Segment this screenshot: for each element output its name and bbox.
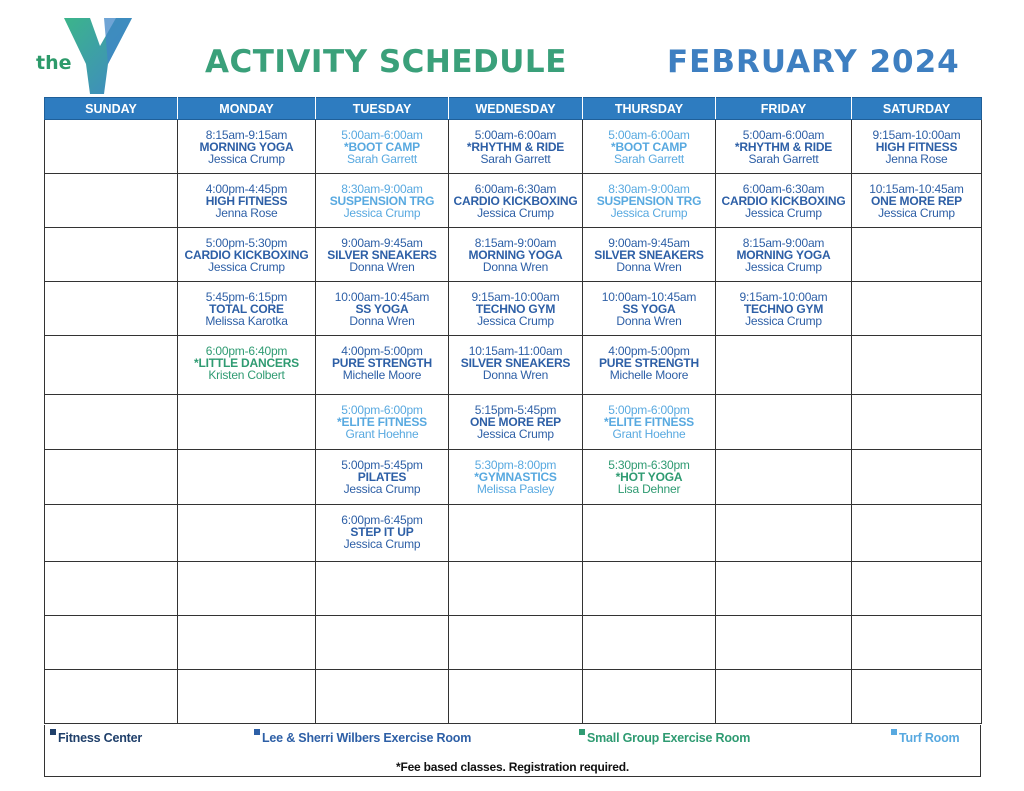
class-name: MORNING YOGA <box>199 140 294 154</box>
page-title: ACTIVITY SCHEDULE <box>205 44 567 80</box>
class-name: HIGH FITNESS <box>205 194 288 208</box>
empty-cell <box>449 562 583 616</box>
class-name: SUSPENSION TRG <box>596 194 702 208</box>
class-entry <box>716 120 851 165</box>
schedule-row <box>45 562 982 616</box>
class-name: *RHYTHM & RIDE <box>466 140 565 154</box>
class-cell <box>716 282 852 336</box>
class-name: *RHYTHM & RIDE <box>734 140 833 154</box>
class-instructor: Jessica Crump <box>477 206 554 220</box>
empty-cell <box>45 670 178 724</box>
class-instructor: Donna Wren <box>482 368 549 382</box>
class-entry <box>178 174 315 219</box>
class-name: *BOOT CAMP <box>610 140 687 154</box>
class-cell <box>316 228 449 282</box>
class-name: SILVER SNEAKERS <box>327 248 437 262</box>
class-time: 8:30am-9:00am <box>608 182 690 196</box>
class-instructor: Grant Hoehne <box>612 427 686 441</box>
class-entry <box>583 395 715 440</box>
class-name: TECHNO GYM <box>475 302 556 316</box>
class-entry <box>716 228 851 273</box>
class-time: 5:15pm-5:45pm <box>474 403 557 417</box>
class-name: ONE MORE REP <box>470 415 561 429</box>
empty-cell <box>583 505 716 562</box>
schedule-row <box>45 670 982 724</box>
class-cell <box>178 120 316 174</box>
empty-cell <box>852 670 982 724</box>
schedule-row <box>45 505 982 562</box>
empty-cell <box>45 282 178 336</box>
empty-cell <box>45 450 178 505</box>
class-name: HIGH FITNESS <box>875 140 958 154</box>
empty-cell <box>449 505 583 562</box>
class-name: CARDIO KICKBOXING <box>721 194 846 208</box>
class-instructor: Sarah Garrett <box>346 152 418 166</box>
class-cell <box>852 174 982 228</box>
empty-cell <box>178 670 316 724</box>
class-cell <box>583 120 716 174</box>
legend-square-icon <box>254 729 260 735</box>
schedule-row <box>45 174 982 228</box>
schedule-table <box>44 97 982 724</box>
logo-ymca-text: YMCA <box>105 68 118 87</box>
class-name: SILVER SNEAKERS <box>460 356 571 370</box>
legend-label: Small Group Exercise Room <box>587 731 751 745</box>
class-cell <box>583 228 716 282</box>
class-time: 9:15am-10:00am <box>872 128 961 142</box>
class-time: 5:00am-6:00am <box>742 128 825 142</box>
legend-turf-room <box>891 729 959 745</box>
class-time: 4:00pm-4:45pm <box>205 182 288 196</box>
empty-cell <box>716 450 852 505</box>
class-cell <box>316 336 449 395</box>
day-header: FRIDAY <box>716 98 852 120</box>
class-entry <box>178 282 315 327</box>
class-entry <box>316 282 448 327</box>
class-time: 8:15am-9:15am <box>205 128 288 142</box>
class-cell <box>449 282 583 336</box>
class-cell <box>178 336 316 395</box>
class-instructor: Michelle Moore <box>342 368 422 382</box>
class-entry <box>449 120 582 165</box>
empty-cell <box>852 282 982 336</box>
empty-cell <box>45 395 178 450</box>
class-instructor: Donna Wren <box>482 260 549 274</box>
empty-cell <box>45 616 178 670</box>
class-time: 8:15am-9:00am <box>474 236 557 250</box>
empty-cell <box>178 616 316 670</box>
class-time: 5:30pm-6:30pm <box>608 458 690 472</box>
class-time: 9:15am-10:00am <box>471 290 560 304</box>
class-cell <box>316 120 449 174</box>
empty-cell <box>716 505 852 562</box>
empty-cell <box>45 505 178 562</box>
empty-cell <box>178 450 316 505</box>
class-cell <box>716 228 852 282</box>
class-instructor: Michelle Moore <box>609 368 689 382</box>
class-entry <box>316 174 448 219</box>
class-instructor: Lisa Dehner <box>617 482 681 496</box>
legend-fitness-center <box>50 729 142 745</box>
class-name: MORNING YOGA <box>468 248 563 262</box>
schedule-row <box>45 450 982 505</box>
class-instructor: Melissa Karotka <box>205 314 288 328</box>
class-cell <box>178 228 316 282</box>
empty-cell <box>449 670 583 724</box>
class-time: 8:30am-9:00am <box>341 182 423 196</box>
class-entry <box>583 120 715 165</box>
class-time: 5:45pm-6:15pm <box>205 290 288 304</box>
class-entry <box>316 395 448 440</box>
class-time: 9:00am-9:45am <box>341 236 423 250</box>
class-cell <box>178 174 316 228</box>
class-name: SS YOGA <box>355 302 409 316</box>
empty-cell <box>45 228 178 282</box>
class-time: 9:15am-10:00am <box>739 290 828 304</box>
class-entry <box>583 282 715 327</box>
class-time: 10:00am-10:45am <box>601 290 697 304</box>
class-cell <box>583 336 716 395</box>
empty-cell <box>716 336 852 395</box>
ymca-y-icon <box>60 16 140 96</box>
class-name: PILATES <box>357 470 407 484</box>
empty-cell <box>45 336 178 395</box>
class-entry <box>449 395 582 440</box>
class-instructor: Jessica Crump <box>343 537 421 551</box>
class-name: PURE STRENGTH <box>331 356 433 370</box>
empty-cell <box>178 505 316 562</box>
class-instructor: Grant Hoehne <box>345 427 419 441</box>
day-header: MONDAY <box>178 98 316 120</box>
class-time: 5:00am-6:00am <box>474 128 557 142</box>
legend-small-group <box>579 729 750 745</box>
class-cell <box>583 174 716 228</box>
class-name: *BOOT CAMP <box>343 140 420 154</box>
empty-cell <box>852 616 982 670</box>
class-cell <box>583 282 716 336</box>
legend-label: Fitness Center <box>58 731 143 745</box>
day-header: THURSDAY <box>583 98 716 120</box>
logo-the-text: the <box>36 52 72 74</box>
class-entry <box>583 450 715 495</box>
class-cell <box>449 228 583 282</box>
class-name: PURE STRENGTH <box>598 356 700 370</box>
class-name: *LITTLE DANCERS <box>193 356 299 370</box>
class-entry <box>449 336 582 381</box>
class-entry <box>449 282 582 327</box>
class-time: 4:00pm-5:00pm <box>341 344 423 358</box>
class-name: MORNING YOGA <box>736 248 831 262</box>
class-entry <box>583 336 715 381</box>
schedule-row <box>45 282 982 336</box>
class-time: 10:15am-10:45am <box>869 182 964 196</box>
legend-square-icon <box>50 729 56 735</box>
class-name: ONE MORE REP <box>871 194 962 208</box>
class-time: 10:15am-11:00am <box>468 344 563 358</box>
class-cell <box>178 282 316 336</box>
class-instructor: Jenna Rose <box>215 206 278 220</box>
class-entry <box>316 505 448 550</box>
empty-cell <box>178 562 316 616</box>
class-cell <box>852 120 982 174</box>
class-time: 5:00am-6:00am <box>341 128 423 142</box>
class-instructor: Kristen Colbert <box>208 368 285 382</box>
empty-cell <box>716 616 852 670</box>
empty-cell <box>852 395 982 450</box>
empty-cell <box>316 670 449 724</box>
class-entry <box>178 228 315 273</box>
class-instructor: Jenna Rose <box>885 152 948 166</box>
class-name: CARDIO KICKBOXING <box>184 248 309 262</box>
class-cell <box>316 282 449 336</box>
empty-cell <box>45 174 178 228</box>
empty-cell <box>852 228 982 282</box>
month-title: FEBRUARY 2024 <box>667 44 960 80</box>
class-instructor: Jessica Crump <box>477 427 554 441</box>
class-entry <box>716 282 851 327</box>
class-instructor: Jessica Crump <box>208 152 285 166</box>
class-cell <box>449 450 583 505</box>
day-header: SATURDAY <box>852 98 982 120</box>
empty-cell <box>852 336 982 395</box>
class-cell <box>449 174 583 228</box>
class-instructor: Jessica Crump <box>745 314 822 328</box>
class-entry <box>316 336 448 381</box>
class-entry <box>583 228 715 273</box>
class-name: TECHNO GYM <box>743 302 824 316</box>
ymca-logo <box>36 16 146 96</box>
class-cell <box>583 450 716 505</box>
class-instructor: Donna Wren <box>349 260 415 274</box>
empty-cell <box>716 395 852 450</box>
class-instructor: Donna Wren <box>616 260 682 274</box>
class-entry <box>178 120 315 165</box>
class-entry <box>316 450 448 495</box>
class-time: 5:00am-6:00am <box>608 128 690 142</box>
empty-cell <box>316 616 449 670</box>
class-instructor: Jessica Crump <box>343 482 421 496</box>
empty-cell <box>316 562 449 616</box>
empty-cell <box>852 505 982 562</box>
class-name: SILVER SNEAKERS <box>594 248 704 262</box>
class-entry <box>852 120 981 165</box>
class-entry <box>716 174 851 219</box>
legend-label: Lee & Sherri Wilbers Exercise Room <box>262 731 472 745</box>
class-cell <box>316 395 449 450</box>
schedule-row <box>45 228 982 282</box>
class-time: 4:00pm-5:00pm <box>608 344 690 358</box>
class-entry <box>449 228 582 273</box>
class-instructor: Jessica Crump <box>343 206 421 220</box>
class-entry <box>178 336 315 381</box>
empty-cell <box>45 120 178 174</box>
empty-cell <box>852 562 982 616</box>
class-time: 5:00pm-5:45pm <box>341 458 423 472</box>
legend-lsw-room <box>254 729 471 745</box>
class-cell <box>449 120 583 174</box>
schedule-row <box>45 616 982 670</box>
class-name: *GYMNASTICS <box>474 470 557 484</box>
class-name: *HOT YOGA <box>615 470 683 484</box>
class-time: 5:30pm-8:00pm <box>474 458 557 472</box>
class-instructor: Jessica Crump <box>878 206 955 220</box>
class-name: SUSPENSION TRG <box>329 194 435 208</box>
class-entry <box>449 450 582 495</box>
class-instructor: Sarah Garrett <box>480 152 551 166</box>
class-instructor: Jessica Crump <box>610 206 688 220</box>
empty-cell <box>178 395 316 450</box>
day-header: SUNDAY <box>45 98 178 120</box>
legend-square-icon <box>579 729 585 735</box>
class-instructor: Donna Wren <box>349 314 415 328</box>
day-header: TUESDAY <box>316 98 449 120</box>
class-entry <box>852 174 981 219</box>
class-name: *ELITE FITNESS <box>337 415 427 429</box>
class-entry <box>316 120 448 165</box>
legend-label: Turf Room <box>899 731 960 745</box>
class-instructor: Melissa Pasley <box>476 482 555 496</box>
schedule-row <box>45 395 982 450</box>
schedule-row <box>45 120 982 174</box>
class-time: 5:00pm-5:30pm <box>205 236 288 250</box>
class-time: 8:15am-9:00am <box>742 236 825 250</box>
class-instructor: Sarah Garrett <box>613 152 685 166</box>
class-instructor: Jessica Crump <box>745 206 822 220</box>
class-cell <box>449 395 583 450</box>
empty-cell <box>449 616 583 670</box>
class-cell <box>583 395 716 450</box>
schedule-body <box>45 120 982 724</box>
day-header-row <box>45 98 982 120</box>
class-cell <box>716 174 852 228</box>
class-entry <box>449 174 582 219</box>
class-instructor: Jessica Crump <box>745 260 822 274</box>
class-name: *ELITE FITNESS <box>604 415 694 429</box>
class-name: CARDIO KICKBOXING <box>453 194 578 208</box>
class-instructor: Jessica Crump <box>477 314 554 328</box>
legend-square-icon <box>891 729 897 735</box>
class-time: 6:00am-6:30am <box>742 182 825 196</box>
class-instructor: Jessica Crump <box>208 260 285 274</box>
empty-cell <box>583 562 716 616</box>
schedule-footer <box>44 725 981 777</box>
empty-cell <box>583 670 716 724</box>
class-entry <box>583 174 715 219</box>
class-cell <box>316 505 449 562</box>
empty-cell <box>583 616 716 670</box>
class-name: SS YOGA <box>622 302 676 316</box>
class-cell <box>316 174 449 228</box>
class-time: 6:00am-6:30am <box>474 182 557 196</box>
empty-cell <box>716 670 852 724</box>
class-time: 6:00pm-6:40pm <box>205 344 288 358</box>
class-entry <box>316 228 448 273</box>
day-header: WEDNESDAY <box>449 98 583 120</box>
class-time: 9:00am-9:45am <box>608 236 690 250</box>
class-time: 5:00pm-6:00pm <box>341 403 423 417</box>
class-time: 5:00pm-6:00pm <box>608 403 690 417</box>
empty-cell <box>852 450 982 505</box>
class-instructor: Sarah Garrett <box>748 152 819 166</box>
empty-cell <box>716 562 852 616</box>
class-name: STEP IT UP <box>350 525 414 539</box>
class-cell <box>716 120 852 174</box>
class-instructor: Donna Wren <box>616 314 682 328</box>
schedule-row <box>45 336 982 395</box>
class-name: TOTAL CORE <box>209 302 284 316</box>
fee-note: *Fee based classes. Registration required. <box>395 760 630 774</box>
class-time: 6:00pm-6:45pm <box>341 513 423 527</box>
class-cell <box>449 336 583 395</box>
empty-cell <box>45 562 178 616</box>
class-time: 10:00am-10:45am <box>334 290 430 304</box>
class-cell <box>316 450 449 505</box>
